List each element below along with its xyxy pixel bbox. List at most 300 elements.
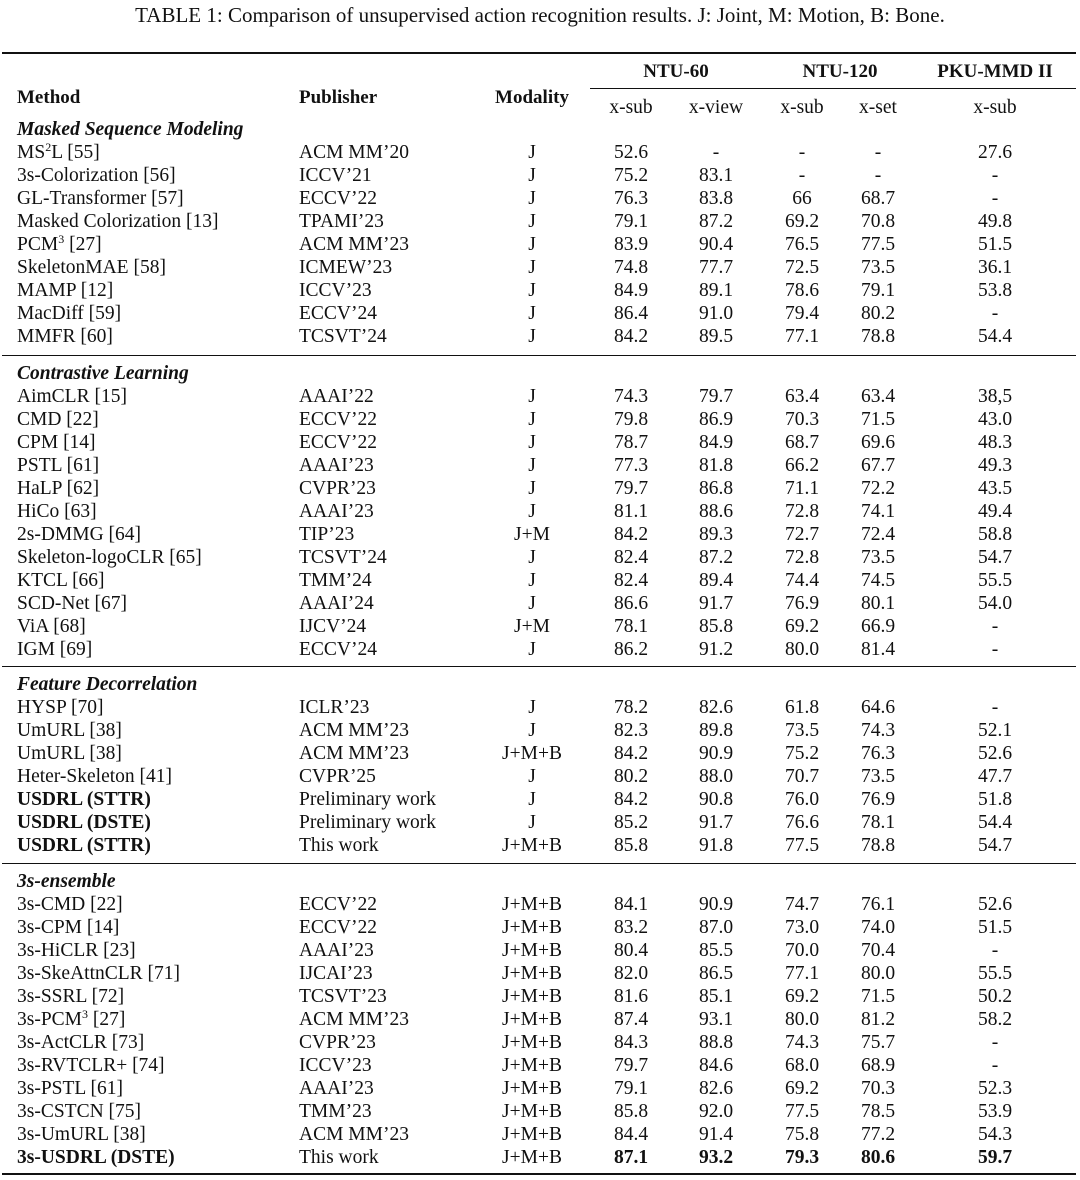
value-cell: 89.5: [698, 326, 734, 347]
value-cell: 54.0: [977, 593, 1013, 614]
modality-cell: J: [528, 234, 536, 255]
modality-cell: J: [528, 165, 536, 186]
value-cell: 75.2: [784, 743, 820, 764]
value-cell: 91.4: [698, 1124, 734, 1145]
publisher-cell: TIP’23: [299, 524, 355, 545]
value-cell: 84.1: [613, 894, 649, 915]
value-cell: 70.8: [860, 211, 896, 232]
value-cell: 77.1: [784, 963, 820, 984]
modality-cell: J+M+B: [502, 1078, 562, 1099]
top-rule: [2, 52, 1076, 54]
value-cell: 48.3: [977, 432, 1013, 453]
header-sub-3: x-set: [859, 97, 897, 118]
method-cell: SkeletonMAE [58]: [17, 257, 166, 278]
method-cell: 3s-RVTCLR+ [74]: [17, 1055, 165, 1076]
value-cell: 86.9: [698, 409, 734, 430]
value-cell: 72.2: [860, 478, 896, 499]
value-cell: 79.4: [784, 303, 820, 324]
value-cell: 85.1: [698, 986, 734, 1007]
value-cell: 63.4: [784, 386, 820, 407]
value-cell: 70.7: [784, 766, 820, 787]
value-cell: 89.8: [698, 720, 734, 741]
method-cell: CPM [14]: [17, 432, 96, 453]
value-cell: 90.8: [698, 789, 734, 810]
modality-cell: J: [528, 570, 536, 591]
value-cell: 82.4: [613, 570, 649, 591]
publisher-cell: TCSVT’23: [299, 986, 387, 1007]
modality-cell: J: [528, 593, 536, 614]
value-cell: 84.2: [613, 789, 649, 810]
publisher-cell: AAAI’23: [299, 1078, 374, 1099]
value-cell: 84.2: [613, 326, 649, 347]
value-cell: 73.0: [784, 917, 820, 938]
publisher-cell: IJCV’24: [299, 616, 367, 637]
header-sub-1: x-view: [688, 97, 744, 118]
value-cell: 80.4: [613, 940, 649, 961]
value-cell: 55.5: [977, 963, 1013, 984]
value-cell: 68.0: [784, 1055, 820, 1076]
method-cell: UmURL [38]: [17, 743, 122, 764]
method-cell: 2s-DMMG [64]: [17, 524, 142, 545]
value-cell: 75.2: [613, 165, 649, 186]
method-cell: MAMP [12]: [17, 280, 114, 301]
value-cell: 75.7: [860, 1032, 896, 1053]
value-cell: 64.6: [860, 697, 896, 718]
publisher-cell: IJCAI’23: [299, 963, 373, 984]
publisher-cell: ACM MM’23: [299, 720, 409, 741]
value-cell: 83.2: [613, 917, 649, 938]
value-cell: -: [991, 165, 999, 186]
value-cell: 27.6: [977, 142, 1013, 163]
value-cell: 72.4: [860, 524, 896, 545]
publisher-cell: ACM MM’20: [299, 142, 409, 163]
modality-cell: J+M: [514, 524, 550, 545]
method-cell: USDRL (STTR): [17, 789, 151, 810]
header-modality: Modality: [495, 87, 569, 108]
bottom-rule: [2, 1173, 1076, 1175]
method-cell: USDRL (DSTE): [17, 812, 151, 833]
publisher-cell: AAAI’23: [299, 501, 374, 522]
modality-cell: J: [528, 188, 536, 209]
modality-cell: J+M+B: [502, 1101, 562, 1122]
modality-cell: J: [528, 326, 536, 347]
publisher-cell: ECCV’24: [299, 303, 377, 324]
value-cell: 66: [792, 188, 812, 209]
modality-cell: J: [528, 280, 536, 301]
value-cell: 80.0: [784, 639, 820, 660]
modality-cell: J: [528, 211, 536, 232]
value-cell: 85.8: [613, 1101, 649, 1122]
method-cell: Skeleton-logoCLR [65]: [17, 547, 202, 568]
value-cell: 47.7: [977, 766, 1013, 787]
value-cell: -: [991, 940, 999, 961]
section-title: Contrastive Learning: [17, 363, 189, 384]
value-cell: 52.6: [977, 894, 1013, 915]
method-cell: 3s-CSTCN [75]: [17, 1101, 142, 1122]
modality-cell: J: [528, 142, 536, 163]
value-cell: 76.5: [784, 234, 820, 255]
section-rule-2: [2, 863, 1076, 864]
modality-cell: J+M+B: [502, 894, 562, 915]
value-cell: 54.7: [977, 547, 1013, 568]
value-cell: 81.2: [860, 1009, 896, 1030]
modality-cell: J+M+B: [502, 1009, 562, 1030]
publisher-cell: TPAMI’23: [299, 211, 384, 232]
value-cell: 78.1: [860, 812, 896, 833]
value-cell: 70.3: [784, 409, 820, 430]
modality-cell: J: [528, 812, 536, 833]
value-cell: 78.8: [860, 835, 896, 856]
value-cell: 87.2: [698, 547, 734, 568]
value-cell: 84.6: [698, 1055, 734, 1076]
value-cell: 50.2: [977, 986, 1013, 1007]
header-method: Method: [17, 87, 81, 108]
value-cell: 54.3: [977, 1124, 1013, 1145]
value-cell: 86.6: [613, 593, 649, 614]
section-title: Masked Sequence Modeling: [17, 119, 244, 140]
value-cell: 74.1: [860, 501, 896, 522]
publisher-cell: TCSVT’24: [299, 547, 387, 568]
value-cell: -: [991, 697, 999, 718]
section-rule-1: [2, 666, 1076, 667]
method-cell: ViA [68]: [17, 616, 86, 637]
value-cell: 69.2: [784, 1078, 820, 1099]
value-cell: 90.9: [698, 743, 734, 764]
value-cell: 88.6: [698, 501, 734, 522]
value-cell: -: [991, 639, 999, 660]
value-cell: 77.5: [784, 835, 820, 856]
value-cell: 78.6: [784, 280, 820, 301]
value-cell: 76.9: [860, 789, 896, 810]
modality-cell: J: [528, 432, 536, 453]
value-cell: 74.7: [784, 894, 820, 915]
publisher-cell: ECCV’22: [299, 409, 377, 430]
value-cell: 73.5: [860, 257, 896, 278]
method-cell: MacDiff [59]: [17, 303, 122, 324]
value-cell: 80.2: [860, 303, 896, 324]
value-cell: 72.8: [784, 547, 820, 568]
value-cell: 81.6: [613, 986, 649, 1007]
method-cell: Heter-Skeleton [41]: [17, 766, 173, 787]
value-cell: 83.8: [698, 188, 734, 209]
value-cell: 78.8: [860, 326, 896, 347]
publisher-cell: CVPR’25: [299, 766, 376, 787]
value-cell: 84.4: [613, 1124, 649, 1145]
modality-cell: J+M+B: [502, 835, 562, 856]
value-cell: 79.1: [860, 280, 896, 301]
value-cell: 76.1: [860, 894, 896, 915]
publisher-cell: Preliminary work: [299, 812, 437, 833]
modality-cell: J: [528, 789, 536, 810]
value-cell: 83.1: [698, 165, 734, 186]
value-cell: 79.1: [613, 1078, 649, 1099]
table-row: [0, 834, 1080, 862]
value-cell: 89.1: [698, 280, 734, 301]
value-cell: 43.0: [977, 409, 1013, 430]
value-cell: 82.0: [613, 963, 649, 984]
value-cell: -: [991, 188, 999, 209]
value-cell: 89.3: [698, 524, 734, 545]
modality-cell: J+M+B: [502, 1032, 562, 1053]
value-cell: 73.5: [784, 720, 820, 741]
publisher-cell: ACM MM’23: [299, 1124, 409, 1145]
publisher-cell: TMM’23: [299, 1101, 372, 1122]
value-cell: 80.0: [784, 1009, 820, 1030]
publisher-cell: ICCV’23: [299, 280, 372, 301]
value-cell: 93.2: [698, 1147, 734, 1168]
value-cell: 84.2: [613, 743, 649, 764]
value-cell: 76.3: [613, 188, 649, 209]
value-cell: 52.6: [613, 142, 649, 163]
value-cell: 49.3: [977, 455, 1013, 476]
value-cell: 80.6: [860, 1147, 896, 1168]
value-cell: 90.4: [698, 234, 734, 255]
value-cell: 81.1: [613, 501, 649, 522]
method-cell: $MS^2L$ [55]: [17, 140, 100, 163]
value-cell: 43.5: [977, 478, 1013, 499]
modality-cell: J: [528, 547, 536, 568]
value-cell: 69.2: [784, 616, 820, 637]
superscript: 3: [82, 1007, 89, 1021]
value-cell: 74.3: [613, 386, 649, 407]
value-cell: 85.2: [613, 812, 649, 833]
publisher-cell: This work: [299, 835, 379, 856]
superscript: 2: [45, 140, 52, 154]
value-cell: -: [712, 142, 720, 163]
modality-cell: J+M+B: [502, 917, 562, 938]
method-cell: UmURL [38]: [17, 720, 122, 741]
modality-cell: J+M+B: [502, 940, 562, 961]
value-cell: -: [874, 142, 882, 163]
modality-cell: J: [528, 409, 536, 430]
method-cell: PCM$^3$ [27]: [17, 232, 102, 255]
value-cell: 58.2: [977, 1009, 1013, 1030]
value-cell: 68.9: [860, 1055, 896, 1076]
publisher-cell: This work: [299, 1147, 379, 1168]
modality-cell: J+M+B: [502, 1147, 562, 1168]
table-row: [0, 638, 1080, 666]
value-cell: 38,5: [977, 386, 1013, 407]
modality-cell: J+M: [514, 616, 550, 637]
value-cell: 81.4: [860, 639, 896, 660]
value-cell: 91.7: [698, 812, 734, 833]
value-cell: -: [798, 142, 806, 163]
value-cell: 74.0: [860, 917, 896, 938]
value-cell: 74.8: [613, 257, 649, 278]
value-cell: 80.2: [613, 766, 649, 787]
value-cell: 51.5: [977, 917, 1013, 938]
value-cell: 84.9: [613, 280, 649, 301]
value-cell: 80.1: [860, 593, 896, 614]
modality-cell: J+M+B: [502, 743, 562, 764]
value-cell: 72.8: [784, 501, 820, 522]
value-cell: 86.4: [613, 303, 649, 324]
value-cell: 54.4: [977, 812, 1013, 833]
value-cell: 92.0: [698, 1101, 734, 1122]
value-cell: -: [991, 616, 999, 637]
value-cell: 61.8: [784, 697, 820, 718]
value-cell: 77.1: [784, 326, 820, 347]
method-cell: HiCo [63]: [17, 501, 97, 522]
value-cell: 79.7: [698, 386, 734, 407]
publisher-cell: AAAI’23: [299, 455, 374, 476]
value-cell: -: [798, 165, 806, 186]
method-cell: SCD-Net [67]: [17, 593, 127, 614]
value-cell: 72.5: [784, 257, 820, 278]
header-group-rule: [590, 88, 1076, 89]
value-cell: -: [874, 165, 882, 186]
publisher-cell: TMM’24: [299, 570, 372, 591]
superscript: 3: [58, 232, 65, 246]
value-cell: 76.3: [860, 743, 896, 764]
value-cell: 74.3: [860, 720, 896, 741]
header-sub-4: x-sub: [973, 97, 1017, 118]
value-cell: 70.0: [784, 940, 820, 961]
value-cell: 86.5: [698, 963, 734, 984]
method-cell: Masked Colorization [13]: [17, 211, 219, 232]
value-cell: 52.6: [977, 743, 1013, 764]
method-cell: CMD [22]: [17, 409, 99, 430]
modality-cell: J: [528, 639, 536, 660]
modality-cell: J: [528, 766, 536, 787]
value-cell: 87.2: [698, 211, 734, 232]
method-cell: AimCLR [15]: [17, 386, 127, 407]
value-cell: 82.6: [698, 1078, 734, 1099]
value-cell: 69.6: [860, 432, 896, 453]
method-cell: PSTL [61]: [17, 455, 100, 476]
modality-cell: J: [528, 455, 536, 476]
value-cell: 68.7: [784, 432, 820, 453]
method-cell: 3s-CMD [22]: [17, 894, 123, 915]
value-cell: 86.8: [698, 478, 734, 499]
value-cell: 52.1: [977, 720, 1013, 741]
table-row: [0, 1146, 1080, 1174]
value-cell: 81.8: [698, 455, 734, 476]
publisher-cell: ACM MM’23: [299, 1009, 409, 1030]
value-cell: 79.7: [613, 1055, 649, 1076]
method-cell: 3s-SkeAttnCLR [71]: [17, 963, 181, 984]
header-sub-0: x-sub: [609, 97, 653, 118]
header-group-1: NTU-120: [802, 61, 878, 82]
value-cell: 76.6: [784, 812, 820, 833]
value-cell: 84.2: [613, 524, 649, 545]
value-cell: 66.2: [784, 455, 820, 476]
method-cell: 3s-ActCLR [73]: [17, 1032, 145, 1053]
value-cell: 70.4: [860, 940, 896, 961]
value-cell: 68.7: [860, 188, 896, 209]
value-cell: 78.1: [613, 616, 649, 637]
publisher-cell: ECCV’22: [299, 432, 377, 453]
value-cell: 76.0: [784, 789, 820, 810]
header-publisher: Publisher: [299, 87, 378, 108]
value-cell: 80.0: [860, 963, 896, 984]
value-cell: 90.9: [698, 894, 734, 915]
modality-cell: J+M+B: [502, 963, 562, 984]
value-cell: 69.2: [784, 211, 820, 232]
value-cell: 77.7: [698, 257, 734, 278]
value-cell: 76.9: [784, 593, 820, 614]
value-cell: 51.8: [977, 789, 1013, 810]
value-cell: 87.0: [698, 917, 734, 938]
modality-cell: J: [528, 303, 536, 324]
value-cell: 52.3: [977, 1078, 1013, 1099]
publisher-cell: ACM MM’23: [299, 234, 409, 255]
value-cell: -: [991, 1032, 999, 1053]
value-cell: 89.4: [698, 570, 734, 591]
value-cell: 79.3: [784, 1147, 820, 1168]
value-cell: 73.5: [860, 766, 896, 787]
value-cell: 91.2: [698, 639, 734, 660]
table-caption: TABLE 1: Comparison of unsupervised action recognition results. J: Joint, M: Motion, B: Bone.: [135, 3, 945, 27]
method-cell: 3s-CPM [14]: [17, 917, 120, 938]
value-cell: 66.9: [860, 616, 896, 637]
value-cell: 88.0: [698, 766, 734, 787]
method-cell: KTCL [66]: [17, 570, 105, 591]
method-cell: 3s-HiCLR [23]: [17, 940, 136, 961]
value-cell: 69.2: [784, 986, 820, 1007]
modality-cell: J: [528, 386, 536, 407]
value-cell: 54.4: [977, 326, 1013, 347]
value-cell: 71.5: [860, 986, 896, 1007]
value-cell: 84.3: [613, 1032, 649, 1053]
method-cell: USDRL (STTR): [17, 835, 151, 856]
value-cell: 74.3: [784, 1032, 820, 1053]
value-cell: 51.5: [977, 234, 1013, 255]
value-cell: 49.4: [977, 501, 1013, 522]
value-cell: 70.3: [860, 1078, 896, 1099]
section-rule-0: [2, 355, 1076, 356]
value-cell: 87.4: [613, 1009, 649, 1030]
value-cell: 36.1: [977, 257, 1013, 278]
method-cell: 3s-USDRL (DSTE): [17, 1147, 175, 1168]
value-cell: 85.8: [698, 616, 734, 637]
value-cell: 78.5: [860, 1101, 896, 1122]
publisher-cell: ICMEW’23: [299, 257, 393, 278]
publisher-cell: ECCV’22: [299, 917, 377, 938]
method-cell: HYSP [70]: [17, 697, 104, 718]
value-cell: 73.5: [860, 547, 896, 568]
modality-cell: J: [528, 478, 536, 499]
publisher-cell: ECCV’22: [299, 188, 377, 209]
value-cell: 55.5: [977, 570, 1013, 591]
value-cell: 78.2: [613, 697, 649, 718]
modality-cell: J: [528, 501, 536, 522]
value-cell: -: [991, 1055, 999, 1076]
modality-cell: J+M+B: [502, 1124, 562, 1145]
method-cell: IGM [69]: [17, 639, 93, 660]
publisher-cell: ECCV’22: [299, 894, 377, 915]
method-cell: 3s-Colorization [56]: [17, 165, 176, 186]
method-cell: HaLP [62]: [17, 478, 100, 499]
value-cell: 91.0: [698, 303, 734, 324]
method-cell: GL-Transformer [57]: [17, 188, 184, 209]
value-cell: 53.9: [977, 1101, 1013, 1122]
value-cell: 74.4: [784, 570, 820, 591]
publisher-cell: ACM MM’23: [299, 743, 409, 764]
modality-cell: J: [528, 697, 536, 718]
value-cell: 79.1: [613, 211, 649, 232]
modality-cell: J+M+B: [502, 1055, 562, 1076]
publisher-cell: ICCV’21: [299, 165, 372, 186]
value-cell: 91.8: [698, 835, 734, 856]
value-cell: 82.4: [613, 547, 649, 568]
value-cell: 83.9: [613, 234, 649, 255]
value-cell: 84.9: [698, 432, 734, 453]
table-row: [0, 325, 1080, 353]
modality-cell: J: [528, 720, 536, 741]
value-cell: 78.7: [613, 432, 649, 453]
method-cell: 3s-UmURL [38]: [17, 1124, 146, 1145]
